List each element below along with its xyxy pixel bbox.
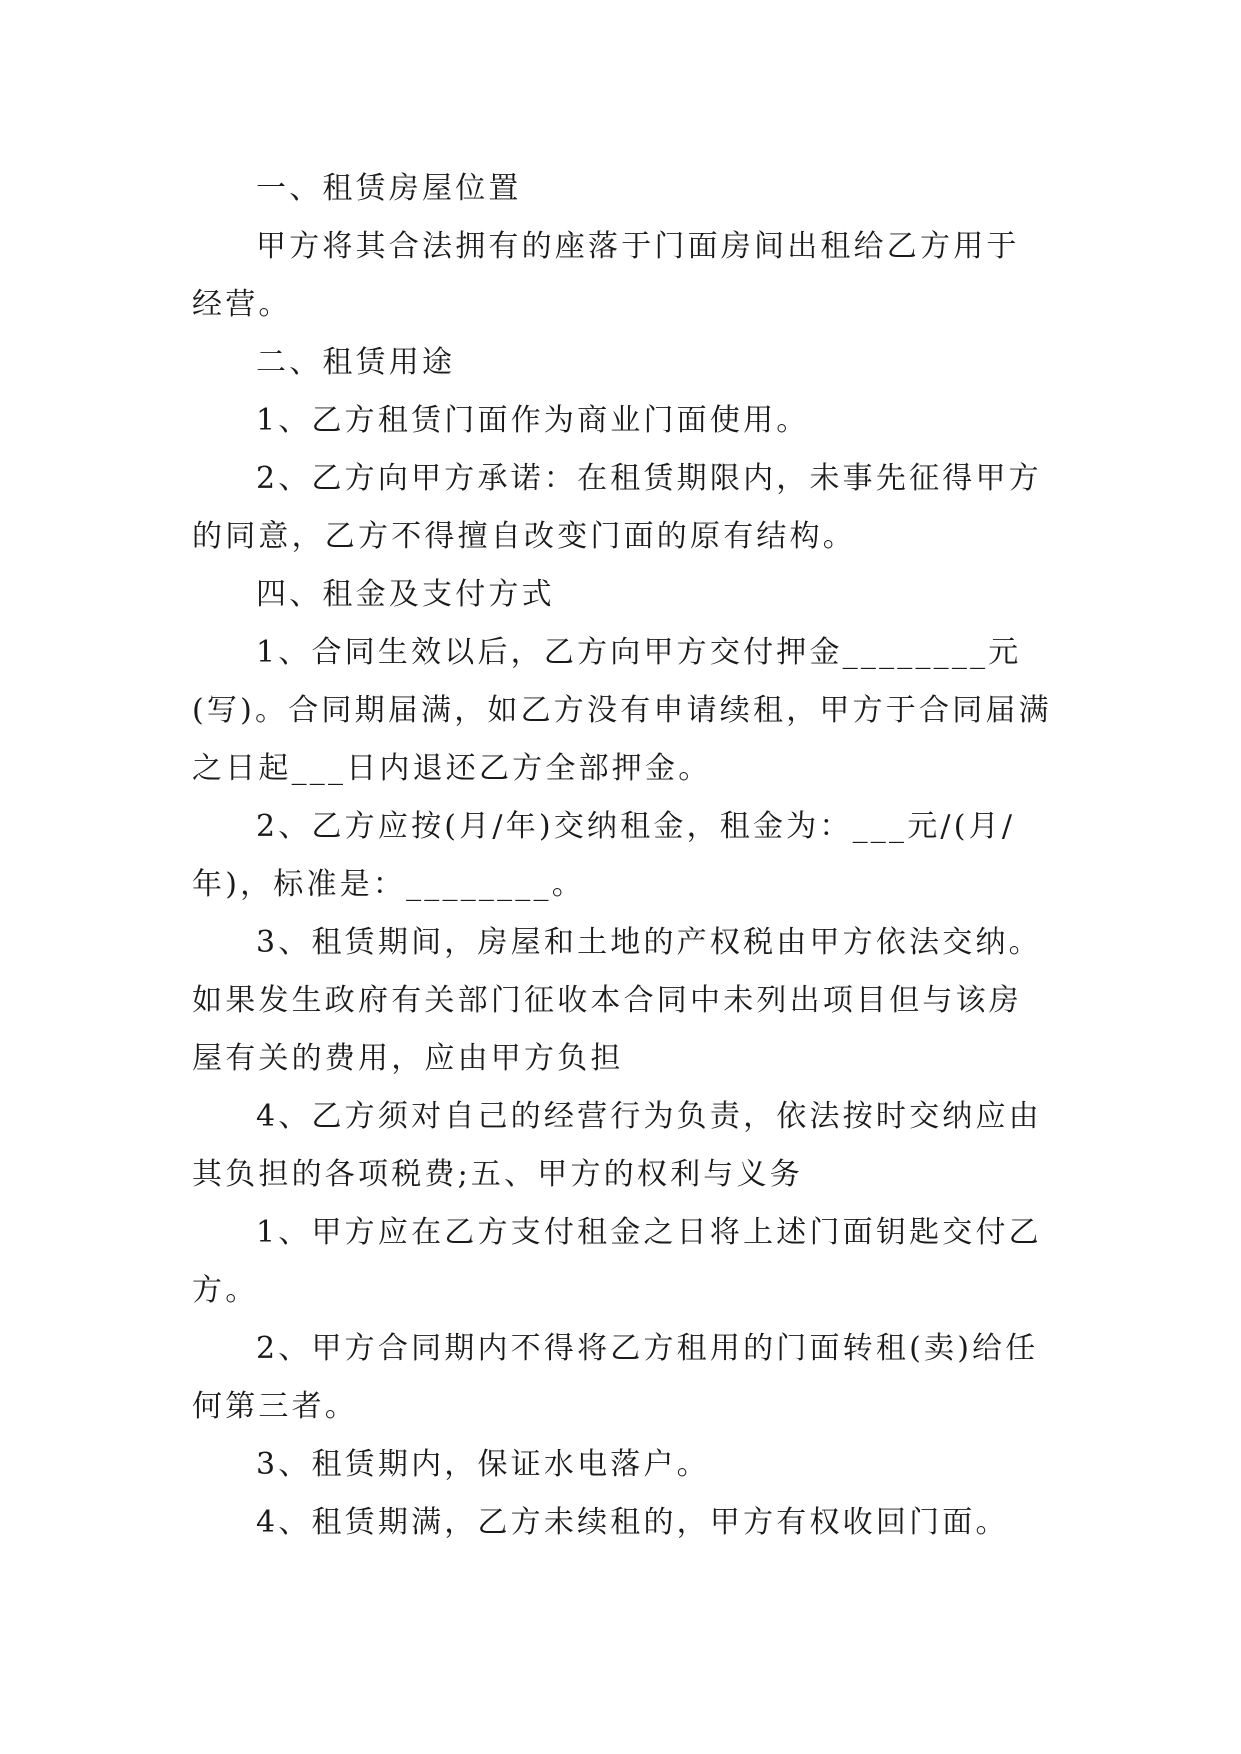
paragraph-rights-1: 1、甲方应在乙方支付租金之日将上述门面钥匙交付乙方。: [192, 1215, 1042, 1308]
paragraph-rent-3: 3、租赁期间，房屋和土地的产权税由甲方依法交纳。如果发生政府有关部门征收本合同中未列出项目但与该房屋有关的费用，应由甲方负担: [192, 925, 1042, 1076]
section-heading-location: 一、租赁房屋位置: [256, 171, 522, 206]
document-page: [192, 160, 1052, 1552]
section-heading-rent: 四、租金及支付方式: [256, 577, 555, 612]
paragraph-rights-4: 4、租赁期满，乙方未续租的，甲方有权收回门面。: [256, 1505, 1009, 1540]
paragraph-rent-1: 1、合同生效以后，乙方向甲方交付押金________元(写)。合同期届满，如乙方没有申请续租，甲方于合同届满之日起___日内退还乙方全部押金。: [192, 635, 1052, 786]
section-heading-usage: 二、租赁用途: [256, 345, 456, 380]
paragraph-usage-2: 2、乙方向甲方承诺：在租赁期限内，未事先征得甲方的同意，乙方不得擅自改变门面的原有结构。: [192, 461, 1042, 554]
paragraph-rent-2: 2、乙方应按(月/年)交纳租金，租金为：___元/(月/年)，标准是：________。: [192, 809, 1016, 902]
paragraph-rights-3: 3、租赁期内，保证水电落户。: [256, 1447, 710, 1482]
paragraph-usage-1: 1、乙方租赁门面作为商业门面使用。: [256, 403, 810, 438]
paragraph-rights-2: 2、甲方合同期内不得将乙方租用的门面转租(卖)给任何第三者。: [192, 1331, 1039, 1424]
paragraph-location: 甲方将其合法拥有的座落于门面房间出租给乙方用于经营。: [192, 229, 1020, 322]
paragraph-rent-4: 4、乙方须对自己的经营行为负责，依法按时交纳应由其负担的各项税费;五、甲方的权利与义务: [192, 1099, 1042, 1192]
